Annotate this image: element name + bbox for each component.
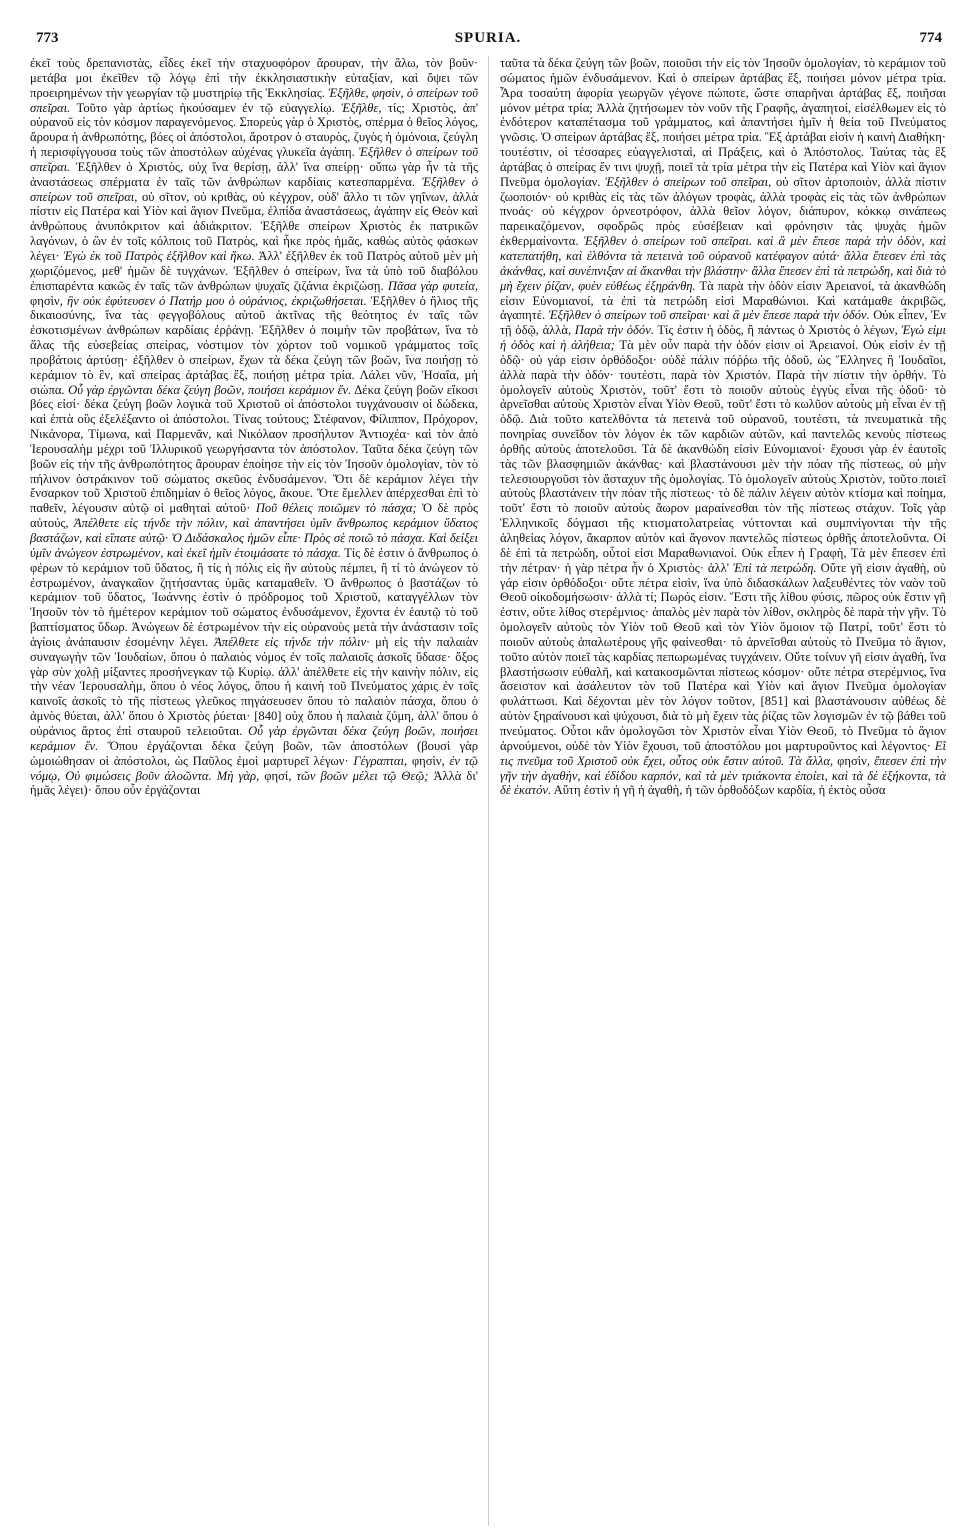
- quotation-run: Ἐγώ εἰμι ἡ ὁδὸς καὶ ἡ ἀλήθεια;: [500, 323, 946, 353]
- text-run: τίς; Χριστὸς, ἀπ' οὐρανοῦ εἰς τὸν κόσμον παραγενόμενος. Σπορεὺς γὰρ ὁ Χριστὸς, σπέρμα ὁ θεῖος λόγος, ἄρουρα ἡ ἀνθρωπότης, βόες οἱ ἀπόστολοι, ἄροτρον ὁ σταυρὸς, ζυγὸς ἡ ὁμόνοια, ζεύγλη ἡ περισφίγγουσα τοὺς τῶν ἀποστόλων αὐχένας γλυκεῖα ἀγάπη.: [30, 100, 478, 160]
- text-run: Τὰ παρὰ τὴν ὁδὸν εἰσιν Ἀρειανοί, τὰ ἀκανθώδη εἰσιν Εὐνομιανοί, τὰ ἐπὶ τὰ πετρώδη εἰσὶ Μαραθώνιοι. Καὶ κατάμαθε ἀκριβῶς, ἀγαπητέ.: [500, 278, 946, 323]
- right-column: [500, 56, 946, 1526]
- quotation-run: ἐν τῷ νόμῳ, Οὐ φιμώσεις βοῦν ἀλοῶντα. Μὴ γὰρ,: [30, 753, 478, 783]
- quotation-run: Ἐξῆλθεν ὁ σπείρων τοῦ σπεῖραι· καὶ ἃ μὲν ἔπεσε παρὰ τὴν ὁδόν.: [548, 308, 870, 323]
- quotation-run: Παρὰ τὴν ὁδόν.: [574, 323, 654, 338]
- quotation-run: Οὗ γὰρ ἐργῶνται δέκα ζεύγη βοῶν, ποιήσει κεράμιον ἕν.: [30, 723, 478, 753]
- text-run: Τὰ μὲν οὖν παρὰ τὴν ὁδόν εἰσιν οἱ Ἀρειανοί. Οὐκ εἰσὶν ἐν τῇ ὁδῷ· οὐ γάρ εἰσιν ὀρθόδοξοι· οὐδὲ πάλιν πόῤῥω τῆς ὁδοῦ, ὡς Ἕλληνες ἢ Ἰουδαῖοι, ἀλλὰ παρὰ τὴν ὁδόν· τουτέστι, παρὰ τὸν Χριστόν. Παρὰ τὴν πίστιν τὴν ὀρθήν. Τὸ ὁμολογεῖν αὐτοὺς Χριστὸν, τοῦτ' ἔστι τὸ ποιοῦν αὐτοὺς ἐγγὺς εἶναι τῆς ὁδοῦ· τὸ ἀρνεῖσθαι αὐτοὺς Χριστὸν εἶναι Υἱὸν Θεοῦ, τοῦτ' ἔστι τὸ κωλῦον αὐτοὺς μὴ εἶναι ἐν τῇ ὁδῷ. Διὰ τοῦτο κατελθόντα τὰ πετεινὰ τοῦ οὐρανοῦ, τουτέστι, τὰ πνευματικὰ τῆς πονηρίας συνεῖδον τὸν λόγον ἐκ τῶν καρδιῶν αὐτῶν, καὶ παντελῶς κενοὺς πίστεως ὀρθῆς αὐτοὺς ἀποτελοῦσι. Τὰ δὲ ἀκανθώδη εἰσὶν Εὐνομιανοί· ἔχουσι γὰρ ἐν ἑαυτοῖς τὰς τῶν βλασφημιῶν ἀκάνθας· καὶ βλαστάνουσι μὲν τὴν πόαν τῆς πίστεως, οὐ μὴν τελεσιουργοῦσι τὸν ἄσταχυν τῆς ὁμολογίας. Τὸ ὁμολογεῖν αὐτοὺς Χριστὸν, τοῦτο ποιεῖ αὐτοὺς βλαστάνειν τὴν πόαν τῆς πίστεως· τὸ δὲ πάλιν λέγειν αὐτὸν κτίσμα καὶ ποίημα, τοῦτ' ἔστι τὸ ποιοῦν αὐτοὺς ἄωρον μαραίνεσθαι τὸν τῆς πίστεως στάχυν. Τοῖς γὰρ Ἑλληνικοῖς δόγμασι τῆς κτισματολατρείας νύττονται καὶ συμπνίγονται τὴν τῆς ἀληθείας λόγον, ἄκαρπον αὐτὸν καὶ ἄγονον παντελῶς πίστεως ὀρθῆς ἀποτελοῦντα. Οἱ δὲ ἐπὶ τὰ πετρώδη, οὗτοί εἰσι Μαραθωνιανοί. Οὐκ εἶπεν ἡ Γραφὴ, Τὰ μὲν ἔπεσεν ἐπὶ τὴν πέτραν· ἡ γὰρ πέτρα ἦν ὁ Χριστὸς· ἀλλ': [500, 338, 946, 575]
- text-run: οὐ σῖτον ἀρτοποιὸν, ἀλλὰ πίστιν ζωοποιόν· οὐ κριθὰς εἰς τὰς τῶν ἀλόγων τροφὰς, ἀλλὰ τροφὰς εἰς τὰς τῶν ἀνθρώπων πνοάς· οὐ κέγχρον ὀρνεοτρόφον, ἀλλὰ θεῖον λόγον, διάπυρον, κόκκῳ σινάπεως παρεικαζόμενον, σφοδρῶς πρὸς εὐσέβειαν καὶ φρόνησιν τὰς ψυχὰς ἡμῶν ἐκθερμαίνοντα.: [500, 174, 946, 249]
- quotation-run: Ἀπέλθετε εἰς τήνδε τὴν πόλιν·: [214, 634, 370, 649]
- quotation-run: Ἐξῆλθεν ὁ σπείρων τοῦ σπεῖραι.: [30, 145, 478, 174]
- quotation-run: Ἐξῆλθεν ὁ σπείρων τοῦ σπεῖραι. καὶ ἃ μὲν ἔπεσε παρὰ τὴν ὁδὸν, καὶ κατεπατήθη, καὶ ἐλθόντα τὰ πετεινὰ τοῦ οὐρανοῦ κατέφαγον αὐτά· ἄλλα ἔπεσεν ἐπὶ τὰς ἀκάνθας, καὶ συνέπνιξαν αἱ ἄκανθαι τὴν βλάστην· ἄλλα ἔπεσεν ἐπὶ τὰ πετρώδη, καὶ διὰ τὸ μὴ ἔχειν ῥίζαν, φυὲν εὐθέως ἐξηράνθη.: [500, 234, 946, 293]
- text-run: Ἐξῆλθεν ὁ Χριστὸς, οὐχ ἵνα θερίσῃ, ἀλλ' ἵνα σπείρῃ· οὔπω γὰρ ἦν τὰ τῆς ἀναστάσεως σπέρματα ἐν ταῖς τῶν ἀνθρώπων καρδίαις κατεσπαρμένα.: [30, 159, 478, 189]
- running-head: [30, 28, 946, 54]
- left-column-text: [30, 56, 478, 798]
- quotation-run: Εἴ τις πνεῦμα τοῦ Χριστοῦ οὐκ ἔχει, οὗτος οὐκ ἔστιν αὐτοῦ. Τὰ ἄλλα,: [500, 738, 946, 768]
- quotation-run: Ποῦ θέλεις ποιῶμεν τὸ πάσχα;: [255, 501, 417, 516]
- text-run: Τίς δὲ ἐστιν ὁ ἄνθρωπος ὁ φέρων τὸ κεράμιον τοῦ ὕδατος, ἢ τίς ἡ πόλις εἰς ἣν αὐτοὺς πέμπει, ἢ τί τὸ ἀνώγεον τὸ ἐστρωμένον, ἀναγκαῖον ζητήσαντας ὑμᾶς καταμαθεῖν. Ὁ ἄνθρωπος ὁ βαστάζων τὸ κεράμιον τοῦ ὕδατος, Ἰωάννης ἐστὶν ὁ πρόδρομος τοῦ Χριστοῦ, καταγγέλλων τὸν Ἰησοῦν τὸν τὸ ἡμέτερον κεράμιον τοῦ σώματος ἐνδυσάμενον, ἔχοντα ἐν ἑαυτῷ τὸ τοῦ βαπτίσματος ὕδωρ. Ἀνώγεων δὲ ἐστρωμένον τὴν εἰς οὐρανοὺς μετὰ τὴν ἀνάστασιν τοῖς ἁγίοις ἀνάπαυσιν ἐσομένην λέγει.: [30, 545, 478, 649]
- quotation-run: Ἐξῆλθε,: [341, 100, 382, 115]
- text-run: Ὅπου ἐργάζονται δέκα ζεύγη βοῶν, τῶν ἀποστόλων (βουσὶ γὰρ ὡμοιώθησαν οἱ ἀπόστολοι, ὡς Παῦλος ἐμοὶ μαρτυρεῖ λέγων·: [30, 738, 478, 768]
- quotation-run: Ἐγὼ ἐκ τοῦ Πατρὸς ἐξῆλθον καὶ ἥκω.: [63, 248, 255, 263]
- quotation-run: Ἐξῆλθε, φησὶν, ὁ σπείρων τοῦ σπεῖραι.: [30, 85, 478, 115]
- text-run: ταῦτα τὰ δέκα ζεύγη τῶν βοῶν, ποιοῦσι τὴν εἰς τὸν Ἰησοῦν ὁμολογίαν, τὸ κεράμιον τοῦ σώματος ἡμῶν ἐνδυσάμενον. Καὶ ὁ σπείρων ἀρτάβας ἕξ, ποιήσει μόνον μέτρα τρία. Ἆρα τοσαύτη ἀφορία γεωργῶν γέγονε πώποτε, ὥστε σπαρῆναι ἀρτάβας ἕξ, ποιῆσαι μόνον μέτρα τρία; Ἀλλὰ ζητήσωμεν τὸν νοῦν τῆς Γραφῆς, ἀγαπητοί, εἰσέλθωμεν εἰς τὸ ἐνδότερον καταπέτασμα τοῦ γράμματος, καὶ ἀπαντήσει ἡμῖν ἡ θεία τοῦ Πνεύματος γνῶσις. Ὁ σπείρων ἀρτάβας ἕξ, ποιήσει μέτρα τρία. Ἓξ ἀρτάβαι εἰσὶν ἡ καινὴ Διαθήκη· τουτέστιν, οἱ τέσσαρες εὐαγγελισταὶ, αἱ Πράξεις, καὶ ὁ Ἀπόστολος. Ταύτας τὰς ἓξ ἀρτάβας ὁ σπείρας ἔν τινι ψυχῇ, ποιεῖ τὰ τρία μέτρα τὴν εἰς Πατέρα καὶ Υἱὸν καὶ ἅγιον Πνεῦμα ὁμολογίαν.: [500, 56, 946, 189]
- right-page-number: 774: [919, 30, 942, 46]
- text-run: οὐ σῖτον, οὐ κριθὰς, οὐ κέγχρον, οὐδ' ἄλλο τι τῶν γηΐνων, ἀλλὰ πίστιν εἰς Πατέρα καὶ Υἱὸν καὶ ἅγιον Πνεῦμα, ἐλπίδα ἀναστάσεως, ἀγάπην εἰς Θεὸν καὶ ἀνθρώπους ἀνυπόκριτον καὶ ἀδιάκριτον. Ἐξῆλθε σπείρων Χριστὸς ἐκ πατρικῶν λαγόνων, ὁ ὢν ἐν τοῖς κόλποις τοῦ Πατρὸς, καὶ ἧκε πρὸς ἡμᾶς, καθὼς αὐτὸς φάσκων λέγει·: [30, 189, 478, 263]
- text-run: φησὶν,: [30, 293, 67, 308]
- quotation-run: Ἐξῆλθεν ὁ σπείρων τοῦ σπεῖραι,: [605, 174, 772, 189]
- quotation-run: ἣν οὐκ ἐφύτευσεν ὁ Πατήρ μου ὁ οὐράνιος, ἐκριζωθήσεται.: [67, 293, 367, 308]
- text-run: φησὶν,: [407, 753, 450, 768]
- text-run: φησί,: [259, 768, 297, 783]
- text-run: Δέκα ζεύγη βοῶν εἴκοσι βόες εἰσί· δέκα ζεύγη βοῶν λογικὰ τοῦ Χριστοῦ οἱ ἀπόστολοι τυγχάνουσιν οἱ δώδεκα, καὶ ἑπτὰ οὓς ἐξελέξαντο οἱ ἀπόστολοι. Τίνας τούτους; Στέφανον, Φίλιππον, Πρόχορον, Νικάνορα, Τίμωνα, καὶ Παρμενᾶν, καὶ Νικόλαον προσήλυτον Ἀντιοχέα· καὶ τὸν ἀπὸ Ἱερουσαλὴμ μέχρι τοῦ Ἰλλυρικοῦ γεωργήσαντα τὸν ἀπόστολον. Ταῦτα δέκα ζεύγη τῶν βοῶν εἰς τὴν τῆς ἀνθρωπότητος ἄρουραν ἐποίησε τὴν εἰς τὸν Ἰησοῦν ὁμολογίαν, τὸν τὸ πήλινον ὀστράκινον τοῦ σώματος σκεῦος ἐνδυσάμενον. Ὅτι δὲ κεράμιον λέγει τὴν ἔνσαρκον τοῦ Χριστοῦ ἐπιδημίαν ὁ θεῖος λόγος, ἄκουε. Ὅτε ἔμελλεν ἀπέρχεσθαι ἐπὶ τὸ παθεῖν, λέγουσιν αὐτῷ οἱ μαθηταὶ αὐτοῦ·: [30, 382, 478, 516]
- left-page-number: 773: [36, 30, 59, 46]
- text-run: Ἀλλὰ δι' ἡμᾶς λέγει)· ὅπου οὖν ἐργάζονται: [30, 768, 478, 798]
- quotation-run: τῶν βοῶν μέλει τῷ Θεῷ;: [296, 768, 429, 783]
- text-run: μὴ εἰς τὴν παλαιὰν συναγωγὴν τῶν Ἰουδαίων, ὅπου ὁ παλαιὸς νόμος ἐν τοῖς παλαιοῖς ἀσκοῖς ὕδασε· ὄξος γὰρ σὺν χολῇ μίξαντες προσήνεγκαν τῷ Κυρίῳ. ἀλλ' ἀπέλθετε εἰς τὴν καινὴν πόλιν, εἰς τὴν νέαν Ἱερουσαλὴμ, ὅπου ὁ νέος λόγος, ὅπου ἡ καινὴ τοῦ Πνεύματος χάρις ἐν τοῖς καινοῖς ἀσκοῖς τὸ τῆς πίστεως γλεῦκος πηγάσευσεν ὅπου τὸ παλαιὸν πάσχα, ὅπου ὁ ἀμνὸς θύεται, ἀλλ' ὅπου ὁ Χριστὸς ῥύεται· [840] οὐχ ὅπου ἡ παλαιὰ ζύμη, ἀλλ' ὅπου ὁ οὐράνιος ἄρτος ἐπὶ σταυροῦ τελειοῦται.: [30, 634, 478, 738]
- quotation-run: Οὗ γὰρ ἐργῶνται δέκα ζεύγη βοῶν, ποιήσει κεράμιον ἕν.: [68, 382, 352, 397]
- quotation-run: Πᾶσα γὰρ φυτεία,: [387, 278, 478, 293]
- text-columns: [30, 56, 946, 1526]
- text-run: Ἀλλ' ἐξῆλθεν ἐκ τοῦ Πατρὸς αὐτοῦ μὲν μὴ χωριζόμενος, μεθ' ἡμῶν δὲ τυγχάνων. Ἐξῆλθεν ὁ σπείρων, ἵνα τὰ ὑπὸ τοῦ διαβόλου ἐπισπαρέντα κακῶς ἐν ταῖς τῶν ἀνθρώπων ψυχαῖς ζιζάνια ἐκριζώσῃ.: [30, 248, 478, 293]
- text-run: Οὐκ εἶπεν, Ἐν τῇ ὁδῷ, ἀλλὰ,: [500, 308, 946, 338]
- text-run: Οὔτε γῆ εἰσιν ἀγαθὴ, οὐ γάρ εἰσιν ὀρθόδοξοι· οὔτε πέτρα εἰσὶν, ἵνα ὑπὸ διδασκάλων λαξευθέντες τὸν ναὸν τοῦ Θεοῦ οἰκοδομήσωσιν· ἀλλὰ τί; Πωρός εἰσιν. Ἔστι τῆς λίθου φύσις, πῶρος οὐκ ἔστιν γῆ ἐστιν, οὔτε λίθος στερέμνιος· ἁπαλὸς μὲν παρὰ τὸν λίθον, σκληρὸς δὲ παρὰ τὴν γῆν. Τὸ ὁμολογεῖν αὐτοὺς τὸν Υἱὸν τοῦ Θεοῦ καὶ τὸν Υἱὸν ὅμοιον τῷ Πατρί, τοῦτ' ἔστι τὸ ποιοῦν αὐτοὺς ἀπαλωτέρους γῆς φαίνεσθαι· τὸ ἀρνεῖσθαι αὐτοὺς τὸ Πνεῦμα τὸ ἅγιον, τοῦτο αὐτὸν ποιεῖ τὰς καρδίας πεπωρωμένας τυγχάνειν. Οὔτε τοίνυν γῆ εἰσιν ἀγαθή, ἵνα βλαστήσωσιν εὐθαλῆ, καὶ κατακοσμῶνται πίστεως κόσμον· οὔτε πέτρα στερέμνιος, ἵνα ἄσειστον καὶ ἀσάλευτον τὸν τοῦ Πατέρα καὶ Υἱὸν καὶ ἅγιον Πνεῦμα ὁμολογίαν φυλάττωσι. Καὶ δέχονται μὲν τὸν λόγον τοῦτον, [851] καὶ βλαστάνουσιν αὐθέως δὲ αὐτὸν ξηραίνουσι καὶ ψύχουσι, διὰ τὸ μὴ ἔχειν τὰς ῥίζας τῶν λογισμῶν ἐν τῷ βάθει τοῦ πνεύματος. Οὗτοι κἂν ὁμολογῶσι τὸν Χριστὸν εἶναι Υἱὸν Θεοῦ, τὸ Πνεῦμα τὸ ἅγιον ἀρνούμενοι, οὐδὲ τὸν Υἱὸν ἔχουσι, τοῦ ἀποστόλου μοι μαρτυροῦντος καὶ λέγοντος·: [500, 560, 946, 753]
- quotation-run: Ἐπὶ τὰ πετρώδη.: [733, 560, 817, 575]
- text-run: Τίς ἐστιν ἡ ὁδὸς, ἢ πάντως ὁ Χριστὸς ὁ λέγων,: [653, 323, 902, 338]
- quotation-run: Γέγραπται,: [353, 753, 408, 768]
- text-run: Αὕτη ἐστὶν ἡ γῆ ἡ ἀγαθὴ, ἡ τῶν ὀρθοδόξων καρδία, ἡ ἐκτὸς οὖσα: [551, 783, 886, 798]
- text-run: Ἐξῆλθεν ὁ ἥλιος τῆς δικαιοσύνης, ἵνα τὰς φεγγοβόλους αὐτοῦ ἀκτῖνας τῆς θεότητος ἐν ταῖς τῶν ἐσκοτισμένων ἀνθρώπων καρδίαις ἐρῥάνῃ. Ἐξῆλθεν ὁ ποιμὴν τῶν προβάτων, ἵνα τὸ ἅλας τῆς εὐσεβείας σπείρας, νόστιμον τὸν χόρτον τοῦ νομικοῦ γράμματος τοῖς προβάτοις ἀρτύσῃ· ἐξῆλθεν ὁ σπείρων, ἔχων τὰ δέκα ζεύγη τῶν βοῶν, ἵνα ποιήσῃ τὸ κεράμιον τὸ ἓν, καὶ σπείρας ἀρτάβας ἕξ, ποιήσῃ μέτρα τρία. Λάλει νῦν, Ἡσαΐα, μὴ σιώπα.: [30, 293, 478, 397]
- page: [30, 28, 946, 1528]
- text-run: ἐκεῖ τοὺς δρεπανιστὰς, εἶδες ἐκεῖ τὴν σταχυοφόρον ἄρουραν, τὴν ἅλω, τὸν βοῦν· μετάβα μοι ἐκεῖθεν τῷ λόγῳ ἐπὶ τὴν ἐκκλησιαστικὴν εὐταξίαν, καὶ ὄψει τῶν προειρημένων τὴν γεωργίαν τῷ μυστηρίῳ τῆς Ἐκκλησίας.: [30, 56, 478, 100]
- quotation-run: Ἐξῆλθεν ὁ σπείρων τοῦ σπεῖραι,: [30, 174, 478, 204]
- text-run: Ὁ δὲ πρὸς αὐτούς,: [30, 501, 478, 531]
- quotation-run: ἔπεσεν ἐπὶ τὴν γῆν τὴν ἀγαθὴν, καὶ ἐδίδου καρπόν, καὶ τὰ μὲν τριάκοντα ἐποίει, καὶ τὰ δὲ ἑξήκοντα, τὰ δὲ ἑκατόν.: [500, 753, 946, 798]
- left-column: [30, 56, 478, 1526]
- right-column-text: [500, 56, 946, 798]
- quotation-run: Ἀπέλθετε εἰς τήνδε τὴν πόλιν, καὶ ἀπαντήσει ὑμῖν ἄνθρωπος κεράμιον ὕδατος βαστάζων, καὶ εἴπατε αὐτῷ· Ὁ Διδάσκαλος ἡμῶν εἶπε· Πρὸς σὲ ποιῶ τὸ πάσχα. Καὶ δείξει ὑμῖν ἀνώγεον ἐστρωμένον, καὶ ἐκεῖ ἡμῖν ἑτοιμάσατε τὸ πάσχα.: [30, 516, 478, 560]
- text-run: Τοῦτο γὰρ ἀρτίως ἠκούσαμεν ἐν τῷ εὐαγγελίῳ.: [70, 100, 342, 115]
- column-divider: [488, 56, 489, 1526]
- running-title: SPURIA.: [454, 30, 522, 46]
- text-run: φησὶν,: [833, 753, 874, 768]
